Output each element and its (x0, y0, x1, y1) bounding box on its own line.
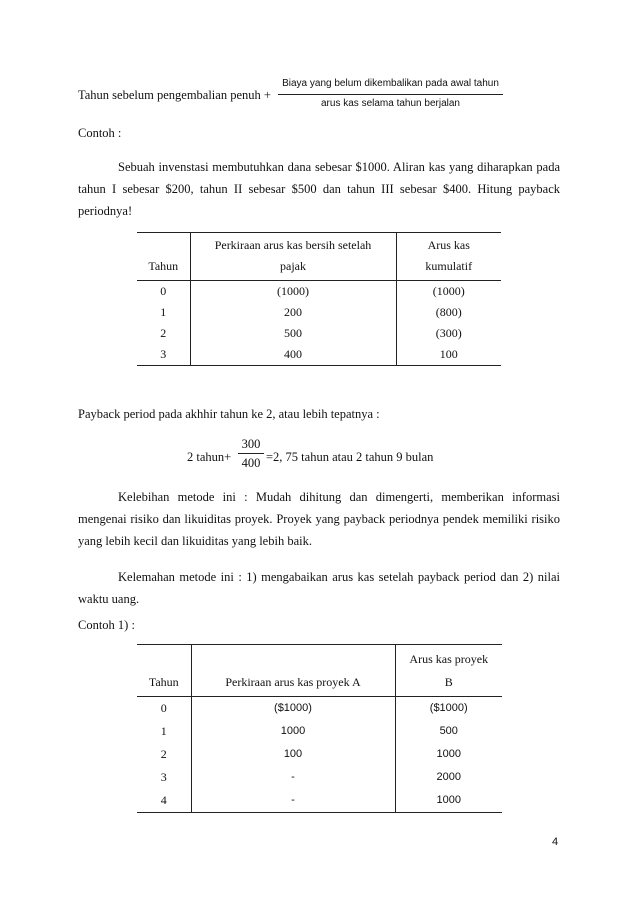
cell-proyek-a: 1000 (191, 720, 395, 743)
header-tahun: Tahun (137, 645, 191, 697)
cashflow-table (137, 232, 501, 366)
header-kum-line1: Arus kas (427, 238, 470, 252)
header-b-line1: Arus kas proyek (409, 652, 489, 666)
cell-kumulatif: (1000) (432, 283, 465, 298)
table-row (137, 766, 502, 789)
cell-tahun: 0 (160, 700, 167, 715)
table-row (137, 789, 502, 813)
formula2-suffix: =2, 75 tahun atau 2 tahun 9 bulan (266, 450, 434, 464)
header-arus-line2: pajak (280, 259, 306, 273)
cell-tahun: 3 (160, 769, 167, 784)
cell-kumulatif: (800) (435, 304, 462, 319)
header-tahun: Tahun (137, 233, 190, 281)
cell-proyek-b: 1000 (395, 789, 502, 813)
cell-proyek-b: 500 (439, 725, 458, 737)
table-row (137, 720, 502, 743)
cell-tahun: 4 (137, 789, 191, 813)
cell-tahun: 3 (137, 344, 190, 366)
cell-arus: 400 (190, 344, 396, 366)
header-proyek-b (395, 645, 502, 697)
header-b-line2: B (444, 675, 453, 689)
cell-tahun: 1 (160, 723, 167, 738)
payback-text: Payback period pada akhhir tahun ke 2, atau lebih tepatnya : (78, 407, 380, 421)
cell-proyek-a: 100 (191, 743, 395, 766)
cell-proyek-b: ($1000) (429, 702, 468, 715)
cell-kumulatif: (300) (435, 325, 462, 340)
cell-proyek-a: - (191, 766, 395, 789)
cell-arus: 500 (190, 323, 396, 344)
contoh2-label: Contoh 1) : (78, 618, 135, 632)
cell-tahun: 2 (160, 746, 167, 761)
formula-denominator: arus kas selama tahun berjalan (321, 98, 460, 109)
formula2-numerator: 300 (241, 437, 261, 451)
kelemahan-paragraph: Kelemahan metode ini : 1) mengabaikan arus kas setelah payback period dan 2) nilai waktu uang. (78, 570, 560, 606)
table-row (137, 302, 501, 323)
formula2-prefix: 2 tahun+ (187, 450, 232, 464)
formula2-denominator: 400 (241, 456, 261, 470)
cell-kumulatif: 100 (396, 344, 501, 366)
project-table (137, 644, 502, 813)
header-arus-line1: Perkiraan arus kas bersih setelah (214, 238, 372, 252)
example-paragraph: Sebuah invenstasi membutuhkan dana sebesar $1000. Aliran kas yang diharapkan pada tahun I sebesar $200, tahun II sebesar $500 dan tahun III sebesar $400. Hitung payback periodnya! (78, 160, 560, 218)
contoh-label: Contoh : (78, 126, 122, 140)
table-header-row (137, 233, 501, 281)
cell-arus: 200 (190, 302, 396, 323)
formula-lhs: Tahun sebelum pengembalian penuh + (78, 88, 271, 102)
cell-proyek-b: 1000 (436, 748, 461, 760)
fraction-bar (278, 94, 503, 95)
header-proyek-a: Perkiraan arus kas proyek A (191, 645, 395, 697)
cell-arus: (1000) (190, 281, 396, 302)
fraction-bar (238, 453, 264, 454)
table-row (137, 697, 502, 720)
formula-numerator: Biaya yang belum dikembalikan pada awal tahun (282, 78, 499, 89)
header-arus-kas (190, 233, 396, 281)
cell-proyek-a: ($1000) (191, 697, 395, 720)
kelebihan-paragraph: Kelebihan metode ini : Mudah dihitung dan dimengerti, memberikan informasi mengenai risiko dan likuiditas proyek. Proyek yang payback periodnya pendek memiliki risiko yang lebih kecil dan likuiditas yang lebih baik. (78, 490, 560, 548)
table-row (137, 281, 501, 302)
cell-tahun: 2 (160, 325, 167, 340)
cell-tahun: 0 (160, 283, 167, 298)
cell-proyek-a: - (191, 789, 395, 813)
cell-tahun: 1 (160, 304, 167, 319)
table-row (137, 344, 501, 366)
table-header-row (137, 645, 502, 697)
cell-proyek-b: 2000 (436, 771, 461, 783)
table-row (137, 323, 501, 344)
header-kum-line2: kumulatif (425, 259, 473, 273)
page-number: 4 (552, 836, 559, 848)
table-row (137, 743, 502, 766)
header-kumulatif (396, 233, 501, 281)
